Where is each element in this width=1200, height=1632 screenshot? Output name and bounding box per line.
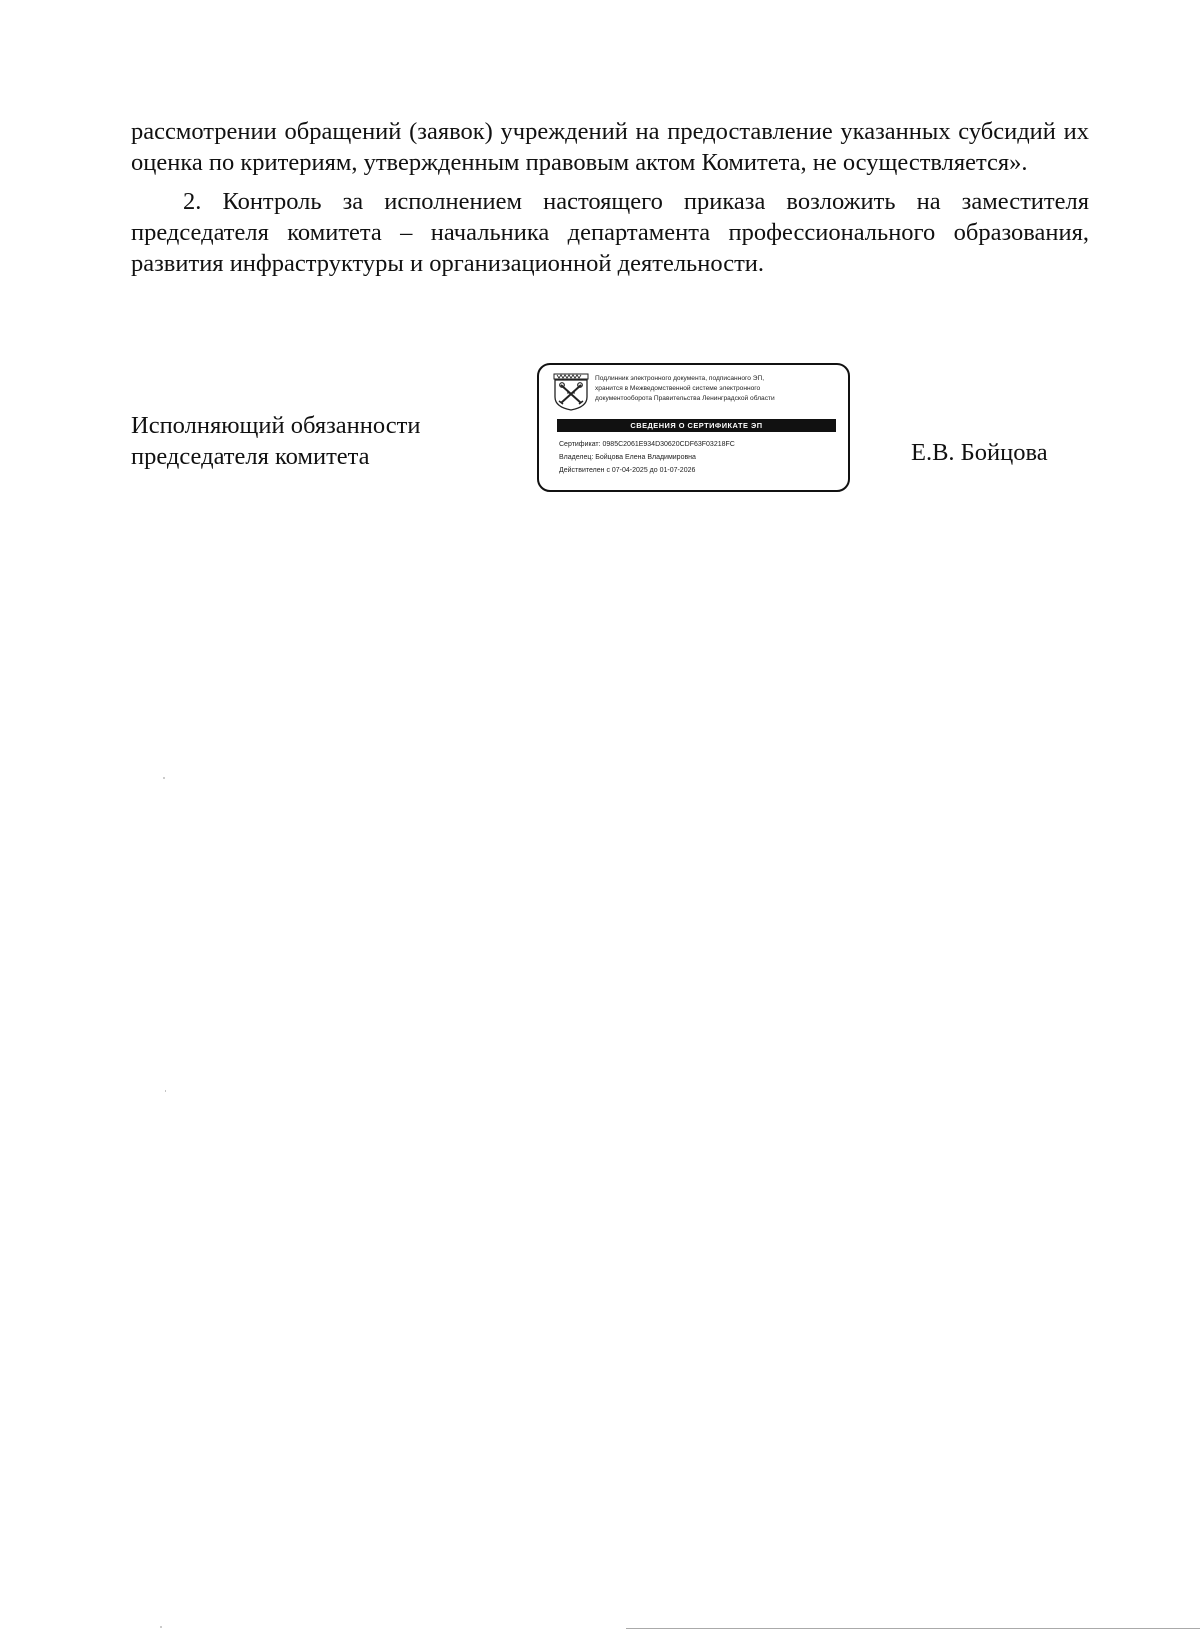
scan-artifact xyxy=(165,1090,166,1092)
electronic-signature-stamp xyxy=(537,363,850,492)
stamp-header xyxy=(595,374,845,404)
stamp-header-line-1: Подлинник электронного документа, подписанного ЭП, xyxy=(595,375,765,382)
scan-artifact xyxy=(626,1628,1200,1629)
stamp-owner: Владелец: Бойцова Елена Владимировна xyxy=(559,454,696,461)
signer-position-line-2: председателя комитета xyxy=(131,443,370,470)
paragraph-control-clause: 2. Контроль за исполнением настоящего приказа возложить на заместителя председателя комитета – начальника департамента профессионального образования, развития инфраструктуры и организационной деятельности. xyxy=(131,188,1089,277)
scan-artifact xyxy=(160,1626,162,1628)
stamp-certificate-details xyxy=(559,438,844,477)
stamp-banner: СВЕДЕНИЯ О СЕРТИФИКАТЕ ЭП xyxy=(557,419,836,432)
document-body xyxy=(131,116,1089,279)
stamp-header-line-3: документооборота Правительства Ленинградской области xyxy=(595,395,775,402)
coat-of-arms-icon xyxy=(553,373,589,411)
paragraph-continuation: рассмотрении обращений (заявок) учреждений на предоставление указанных субсидий их оценка по критериям, утвержденным правовым актом Комитета, не осуществляется». xyxy=(131,118,1089,176)
stamp-header-line-2: хранится в Межведомственной системе электронного xyxy=(595,385,761,392)
signer-position-line-1: Исполняющий обязанности xyxy=(131,412,421,439)
signer-position xyxy=(131,410,420,472)
stamp-certificate-number: Сертификат: 0985C2061E934D30620CDF63F03218FC xyxy=(559,441,735,448)
signer-name: Е.В. Бойцова xyxy=(911,439,1048,466)
scan-artifact xyxy=(163,777,165,779)
stamp-validity: Действителен с 07-04-2025 до 01-07-2026 xyxy=(559,467,696,474)
